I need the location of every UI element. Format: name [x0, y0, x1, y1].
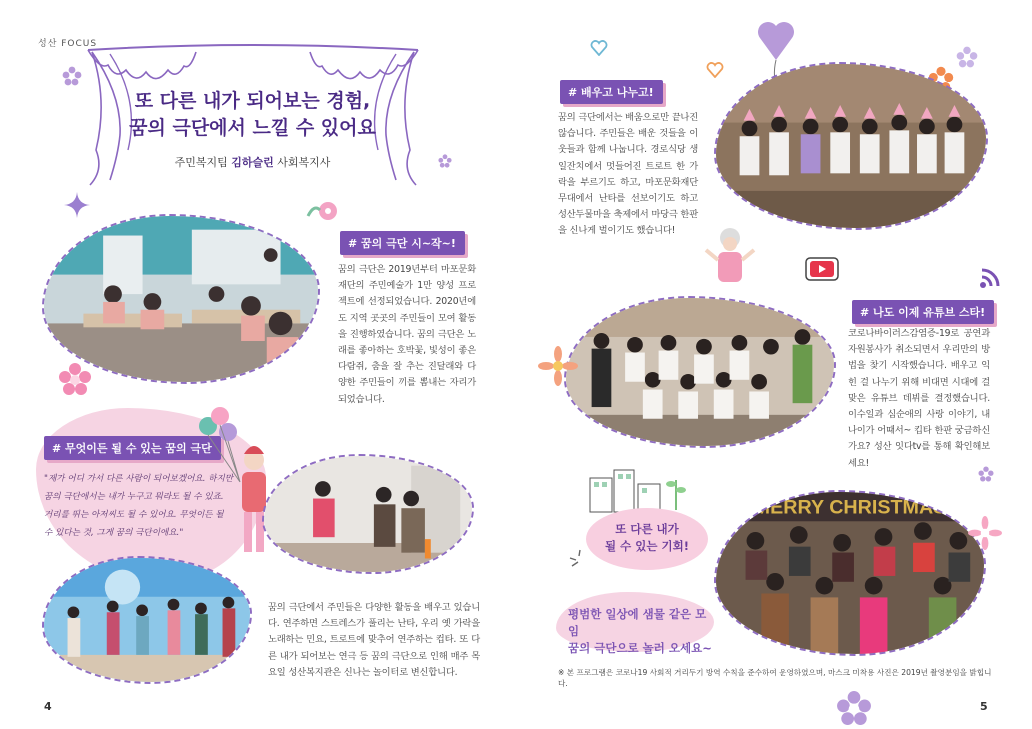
section-body-learn-share: 꿈의 극단에서는 배움으로만 끝나진 않습니다. 주민들은 배운 것들을 이웃들과 함께 나눕니다. 경로식당 생일잔치에서 멋들어진 트로트 한 가락을 부르기도 하고, 마포문화재단 무대에서 난타를 선보이기도 하고 성산두물마을 축제에서 마당극 한판을 신나게 벌이기도 했습니다!	[558, 112, 698, 237]
photo-youtube-group	[564, 296, 836, 448]
page-number-left: 4	[44, 700, 52, 713]
flower-icon	[968, 516, 1002, 550]
headline-line2: 꿈의 극단에서 느낄 수 있어요	[129, 117, 376, 139]
wifi-icon	[978, 264, 1004, 290]
section-tag-anything: # 무엇이든 될 수 있는 꿈의 극단	[44, 436, 221, 460]
photo-acting-class	[262, 454, 474, 574]
clown-balloon-illustration	[196, 402, 276, 572]
flower-icon	[438, 154, 452, 168]
town-illustration	[582, 464, 672, 514]
flower-icon	[834, 690, 874, 726]
flower-icon	[956, 46, 978, 68]
heart-icon	[706, 62, 724, 78]
section-body-start: 꿈의 극단은 2019년부터 마포문화재단의 주민예술가 1만 양성 프로젝트에 선정되었습니다. 2020년에도 지역 곳곳의 주민들이 모여 활동을 진행하였습니다. 꿈의 극단은 노래를 좋아하는 호박꽃, 빛성이 좋은 다람쥐, 춤을 잘 추는 진달래와 다양한 주민들이 끼를 뽐내는 자리가 되었습니다.	[338, 264, 476, 405]
flower-icon	[58, 362, 92, 396]
page-number-right: 5	[980, 700, 988, 713]
byline: 주민복지팀 김하슬린 사회복지사	[174, 156, 331, 169]
flower-icon	[538, 346, 578, 386]
section-label: 성산 FOCUS	[38, 39, 98, 49]
section-body-anything: 꿈의 극단에서 주민들은 다양한 활동을 배우고 있습니다. 연주하면 스트레스가 풀리는 난타, 우리 옛 가락을 노래하는 민요, 트로트에 맞추어 연주하는 컵타. 또 다른 내가 되어보는 연극 등 꿈의 극단으로 인해 매주 목요일 성산복지관은 신나는 놀이터로 변신합니다.	[268, 602, 480, 678]
sparkle-icon	[62, 190, 92, 220]
flower-icon	[306, 198, 342, 224]
plant-icon	[664, 470, 688, 510]
resident-quote: "제가 어디 가서 다른 사람이 되어보겠어요. 하지만 꿈의 극단에서는 내가 누구고 뭐라도 될 수 있죠. 거리를 뛰는 아저씨도 될 수 있어요. 무엇이든 될 수 있다는 것, 그게 꿈의 극단이에요."	[44, 474, 234, 538]
christmas-banner: MERRY CHRISTMAS	[753, 496, 947, 519]
photo-group-hearts	[714, 62, 988, 230]
heart-icon	[590, 40, 608, 56]
photo-classroom	[42, 214, 320, 384]
flower-icon	[62, 66, 82, 86]
highlight-bubble: 또 다른 내가 될 수 있는 기회!	[586, 508, 708, 570]
headline-line1: 또 다른 내가 되어보는 경험,	[134, 90, 371, 112]
photo-dance-class	[42, 556, 252, 684]
callout-text: 평범한 일상에 샘물 같은 모임 꿈의 극단으로 놀러 오세요~	[568, 607, 712, 655]
photo-christmas-group	[714, 490, 986, 656]
flower-icon	[978, 466, 994, 482]
section-tag-youtube: # 나도 이제 유튜브 스타!	[852, 300, 994, 324]
section-tag-start: # 꿈의 극단 시~작~!	[340, 231, 465, 255]
section-body-youtube: 코로나바이러스감염증-19로 공연과 자원봉사가 취소되면서 우리만의 방법을 찾기 시작했습니다. 배우고 익힌 걸 나누기 위해 비대면 시대에 걸맞은 유튜브 데뷔를 결정했습니다. 이수일과 심순애의 사랑 이야기, 내 나이가 어때서~ 킵타 한판 궁금하신가요? 성산 잇다tv를 통해 확인해보세요!	[848, 328, 990, 469]
youtube-icon	[804, 256, 840, 286]
footnote: ※ 본 프로그램은 코로나19 사회적 거리두기 방역 수칙을 준수하여 운영하였으며, 마스크 미착용 사진은 2019년 촬영분임을 밝힙니다.	[558, 668, 992, 688]
section-tag-learn-share: # 배우고 나누고!	[560, 80, 663, 104]
grandma-illustration	[702, 226, 758, 282]
